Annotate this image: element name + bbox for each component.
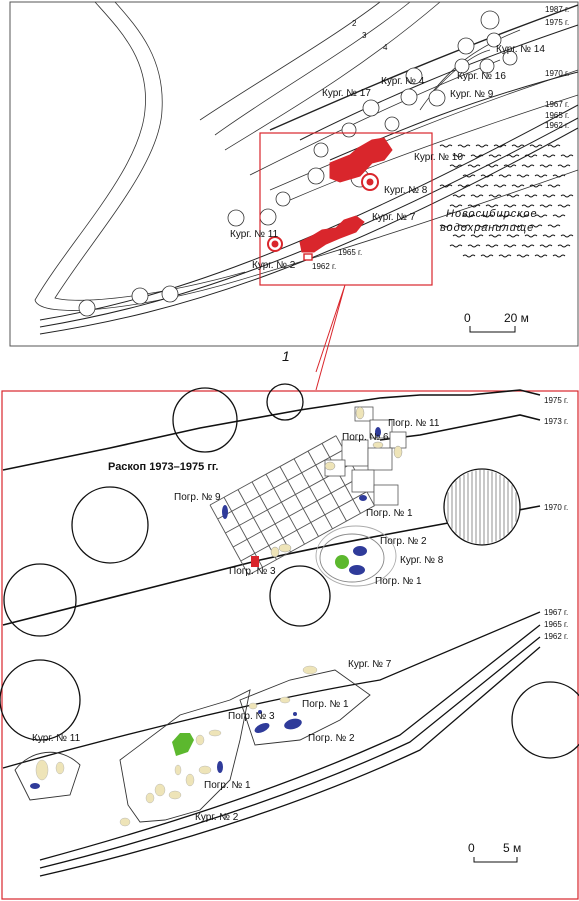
excavation-year-1962: 1962 г. (312, 262, 337, 271)
shore-year-1975: 1975 г. (545, 18, 570, 27)
label-pogr-11: Погр. № 11 (388, 418, 440, 429)
shore-year-bottom-1973: 1973 г. (544, 417, 569, 426)
kurgan-label-11: Кург. № 11 (230, 229, 279, 240)
hatched-mound (444, 469, 520, 545)
kurgan-label-4: Кург. № 4 (381, 76, 425, 87)
scale-start-bottom: 0 (468, 841, 475, 855)
kurgan-label-16: Кург. № 16 (457, 71, 506, 82)
figure-number: 1 (282, 348, 290, 364)
shore-year-bottom-1967: 1967 г. (544, 608, 569, 617)
bottom-map-frame (2, 391, 578, 899)
shore-year-bottom-1970: 1970 г. (544, 503, 569, 512)
label-pogr-1-k8: Погр. № 1 (375, 576, 422, 587)
shore-year-bottom-1965: 1965 г. (544, 620, 569, 629)
label-kurg-2: Кург. № 2 (195, 812, 239, 823)
scale-start-top: 0 (464, 311, 471, 325)
shore-year-bottom-1962: 1962 г. (544, 632, 569, 641)
label-kurg-11: Кург. № 11 (32, 733, 81, 744)
label-pogr-6: Погр. № 6 (342, 432, 389, 443)
reservoir-name-line2: водохранилище (440, 222, 535, 234)
reservoir-name-line1: Новосибирское (446, 208, 538, 220)
kurgan-label-17: Кург. № 17 (322, 88, 371, 99)
label-pogr-1-top: Погр. № 1 (366, 508, 413, 519)
kurgan-label-10: Кург. № 10 (414, 152, 463, 163)
label-kurg-8: Кург. № 8 (400, 555, 444, 566)
top-overview-map (10, 2, 578, 390)
shore-year-1965: 1965 г. (545, 111, 570, 120)
excavation-title: Раскоп 1973–1975 гг. (108, 461, 219, 473)
contour-number-3: 3 (362, 31, 367, 40)
scale-end-bottom: 5 м (503, 841, 522, 855)
label-pogr-9: Погр. № 9 (174, 492, 221, 503)
label-pogr-1-k7: Погр. № 1 (302, 699, 349, 710)
shore-year-bottom-1975: 1975 г. (544, 396, 569, 405)
scale-end-top: 20 м (504, 311, 529, 325)
kurgan-label-2: Кург. № 2 (252, 260, 296, 271)
kurgan-label-9: Кург. № 9 (450, 89, 494, 100)
shore-year-1962: 1962 г. (545, 121, 570, 130)
shore-year-1987: 1987 г. (545, 5, 570, 14)
shore-year-1967: 1967 г. (545, 100, 570, 109)
contour-number-2: 2 (352, 19, 357, 28)
kurgan-label-14: Кург. № 14 (496, 44, 545, 55)
kurgan-label-8: Кург. № 8 (384, 185, 428, 196)
contour-number-4: 4 (383, 43, 388, 52)
label-pogr-2-k7: Погр. № 2 (308, 733, 355, 744)
excavation-year-1965: 1965 г. (338, 248, 363, 257)
label-pogr-1-k2: Погр. № 1 (204, 780, 251, 791)
label-kurg-7: Кург. № 7 (348, 659, 392, 670)
shore-year-1970: 1970 г. (545, 69, 570, 78)
label-pogr-2-top: Погр. № 2 (380, 536, 427, 547)
label-pogr-3-top: Погр. № 3 (229, 566, 276, 577)
label-pogr-3-k7: Погр. № 3 (228, 711, 275, 722)
kurgan-label-7: Кург. № 7 (372, 212, 416, 223)
bottom-detail-map (0, 384, 579, 899)
